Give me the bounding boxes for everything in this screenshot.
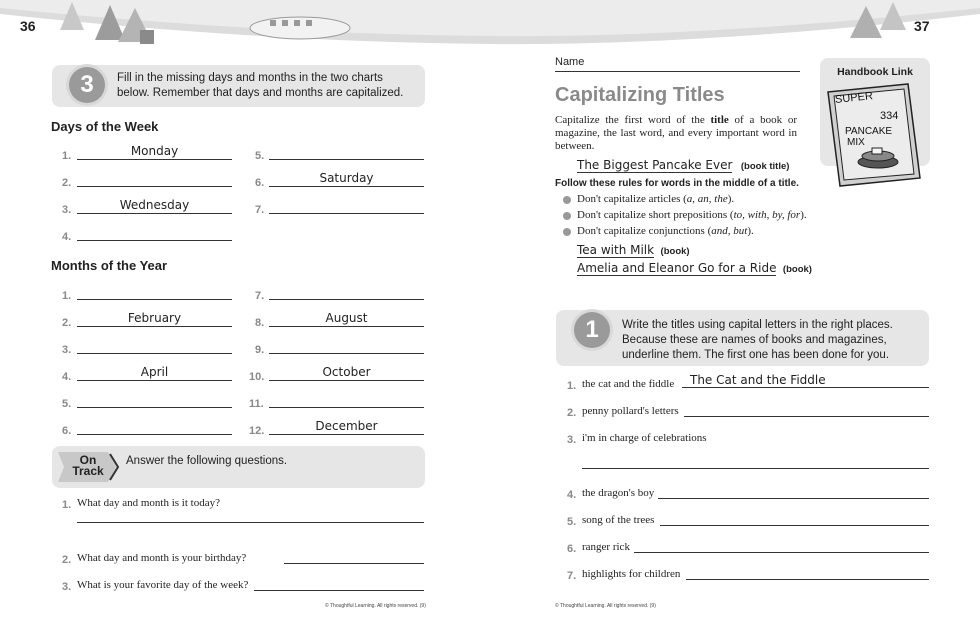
book-page-ref: 334: [880, 110, 899, 122]
example-label: (book): [660, 246, 690, 257]
month-number: 7.: [255, 290, 265, 302]
bullet-icon: [563, 196, 571, 204]
on-track-word-2: Track: [72, 464, 104, 478]
month-field-9[interactable]: [269, 338, 424, 354]
month-number: 11.: [249, 398, 264, 410]
book-word-pancake: PANCAKE: [845, 126, 893, 137]
item-answer-5[interactable]: [660, 525, 929, 526]
on-track-badge: [66, 455, 110, 477]
right-page-number: 37: [914, 18, 930, 34]
answer-line-1[interactable]: [77, 522, 424, 523]
item-answer-2[interactable]: [684, 416, 929, 417]
month-number: 5.: [62, 398, 72, 410]
example-label: (book): [782, 264, 812, 275]
day-field-1[interactable]: Monday: [77, 144, 232, 160]
middle-rules-heading: Follow these rules for words in the middle of a title.: [555, 178, 799, 189]
item-number: 6.: [567, 543, 577, 555]
day-field-3[interactable]: Wednesday: [77, 198, 232, 214]
bullet-end: ).: [727, 193, 735, 205]
example-book-title: [577, 156, 789, 174]
on-track-word-1: On: [79, 453, 97, 467]
month-field-4[interactable]: April: [77, 365, 232, 381]
answer-line-2[interactable]: [284, 563, 424, 564]
day-number: 2.: [62, 177, 72, 189]
day-field-7[interactable]: [269, 198, 424, 214]
rule-text: Capitalize the first word of the: [555, 114, 711, 126]
name-label: Name: [555, 56, 585, 68]
question-text: What day and month is your birthday?: [77, 552, 247, 564]
month-number: 12.: [249, 425, 265, 437]
item-number: 7.: [567, 570, 577, 582]
airplane-icon: [250, 17, 350, 39]
item-text: i'm in charge of celebrations: [582, 432, 707, 444]
answer-line-3[interactable]: [254, 590, 424, 591]
example-title-text: Amelia and Eleanor Go for a Ride: [577, 261, 777, 275]
month-field-10[interactable]: October: [269, 365, 424, 381]
example-title-text: The Biggest Pancake Ever: [577, 158, 733, 172]
month-field-2[interactable]: February: [77, 311, 232, 327]
item-number: 2.: [567, 407, 577, 419]
month-number: 4.: [62, 371, 72, 383]
header-illustration: [0, 0, 980, 50]
rule-text: of a book or magazine, the last word, and every important word in between.: [555, 114, 797, 152]
day-number: 5.: [255, 150, 265, 162]
example-amelia: [577, 259, 812, 277]
item-text: the cat and the fiddle: [582, 378, 675, 390]
item-answer-4[interactable]: [658, 498, 929, 499]
day-field-6[interactable]: Saturday: [269, 171, 424, 187]
item-number: 5.: [567, 516, 577, 528]
months-heading: Months of the Year: [51, 258, 168, 273]
left-page-number: 36: [20, 18, 36, 34]
month-field-12[interactable]: December: [269, 419, 424, 435]
day-field-2[interactable]: [77, 171, 232, 187]
month-number: 6.: [62, 425, 72, 437]
month-number: 9.: [255, 344, 265, 356]
day-field-5[interactable]: [269, 144, 424, 160]
capitalize-rule: [555, 114, 797, 153]
example-label: (book title): [740, 161, 790, 172]
item-text: penny pollard's letters: [582, 405, 679, 417]
handbook-link-heading: Handbook Link: [837, 66, 913, 78]
day-number: 6.: [255, 177, 265, 189]
left-footer: © Thoughtful Learning. All rights reserved. (9): [325, 603, 426, 609]
bullet-end: ).: [747, 225, 754, 237]
item-text: ranger rick: [582, 541, 630, 553]
bullet-rule-3: [577, 225, 754, 237]
month-number: 3.: [62, 344, 72, 356]
bullet-text: Don't capitalize articles (: [577, 193, 687, 205]
question-number: 2.: [62, 554, 72, 566]
month-field-7[interactable]: [269, 284, 424, 300]
month-field-3[interactable]: [77, 338, 232, 354]
month-field-1[interactable]: [77, 284, 232, 300]
day-field-4[interactable]: [77, 225, 232, 241]
bullet-end: ).: [800, 209, 807, 221]
example-title-text: Tea with Milk: [577, 243, 655, 257]
month-number: 1.: [62, 290, 72, 302]
bullet-rule-2: [577, 209, 807, 221]
month-field-5[interactable]: [77, 392, 232, 408]
bullet-italic: to, with, by, for: [733, 209, 801, 221]
month-number: 2.: [62, 317, 72, 329]
day-number: 3.: [62, 204, 72, 216]
item-number: 3.: [567, 434, 577, 446]
month-number: 10.: [249, 371, 265, 383]
bullet-rule-1: [577, 193, 734, 205]
bullet-italic: a, an, the: [686, 193, 728, 205]
question-text: What day and month is it today?: [77, 497, 220, 509]
bullet-italic: and, but: [711, 225, 748, 237]
right-footer: © Thoughtful Learning. All rights reserved. (9): [555, 603, 656, 609]
question-number: 1.: [62, 499, 72, 511]
item-number: 1.: [567, 380, 577, 392]
page-title: Capitalizing Titles: [555, 84, 725, 106]
item-text: highlights for children: [582, 568, 681, 580]
item-answer-3[interactable]: [582, 468, 929, 469]
day-number: 1.: [62, 150, 72, 162]
example-tea-with-milk: [577, 241, 690, 259]
bullet-icon: [563, 228, 571, 236]
rule-bold: title: [710, 114, 729, 126]
activity-number-badge: 1: [574, 312, 610, 348]
book-word-mix: MIX: [847, 137, 865, 148]
item-answer-1[interactable]: The Cat and the Fiddle: [682, 373, 929, 388]
month-field-8[interactable]: August: [269, 311, 424, 327]
name-field[interactable]: [555, 71, 800, 72]
item-answer-7[interactable]: [686, 579, 929, 580]
day-number: 7.: [255, 204, 265, 216]
item-answer-6[interactable]: [634, 552, 929, 553]
bullet-text: Don't capitalize conjunctions (: [577, 225, 712, 237]
right-instruction-text: Write the titles using capital letters in the right places. Because these are names of books and magazines, underline them. The first one has been done for you.: [622, 319, 893, 361]
month-number: 8.: [255, 317, 265, 329]
days-heading: Days of the Week: [51, 119, 159, 134]
item-number: 4.: [567, 489, 577, 501]
day-number: 4.: [62, 231, 72, 243]
activity-number-badge: 3: [69, 67, 105, 103]
on-track-instruction: Answer the following questions.: [126, 455, 288, 467]
bullet-text: Don't capitalize short prepositions (: [577, 209, 734, 221]
item-text: the dragon's boy: [582, 487, 655, 499]
month-field-11[interactable]: [269, 392, 424, 408]
question-number: 3.: [62, 581, 72, 593]
left-instruction-text: Fill in the missing days and months in the two charts below. Remember that days and months are capitalized.: [117, 72, 404, 99]
question-text: What is your favorite day of the week?: [77, 579, 249, 591]
item-text: song of the trees: [582, 514, 655, 526]
bullet-icon: [563, 212, 571, 220]
book-word-super: SUPER: [834, 90, 874, 106]
month-field-6[interactable]: [77, 419, 232, 435]
